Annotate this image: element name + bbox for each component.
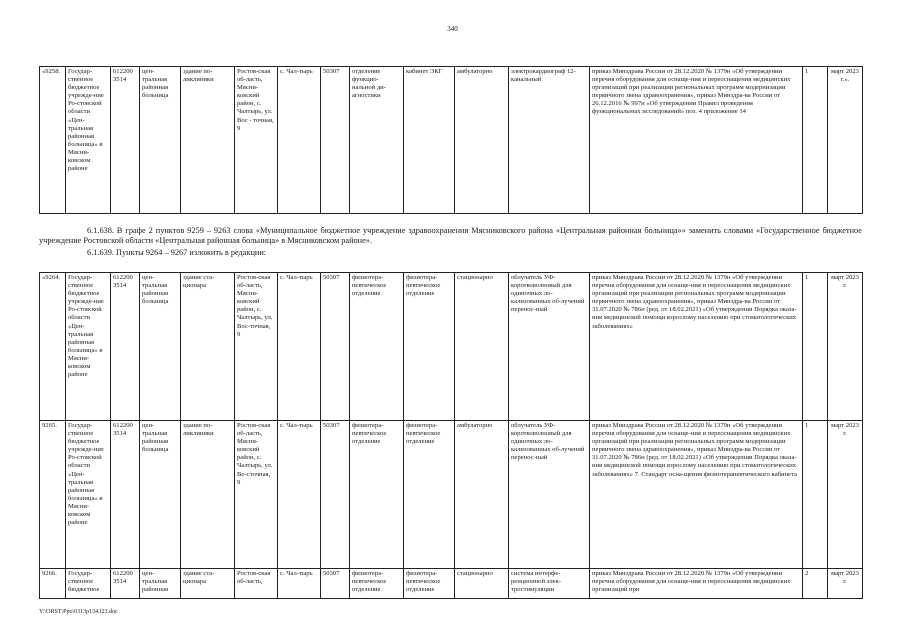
cell-row-number: 9265.: [40, 421, 66, 569]
cell-quantity: 1: [803, 421, 828, 569]
cell-row-number: «9264.: [40, 273, 66, 421]
cell-org-short-name: цен-тральная районная больница: [140, 273, 181, 421]
cell-org-code: 612200 3514: [111, 273, 140, 421]
cell-org-code: 612200 3514: [111, 569, 140, 599]
cell-settlement: с. Чал-тырь: [278, 67, 321, 214]
cell-care-type: амбулаторно: [455, 67, 509, 214]
cell-building: здание ста-ционара: [181, 273, 235, 421]
cell-deadline: март 2023 г.».: [828, 67, 863, 214]
cell-room: физиотера-певтическое отделение: [404, 421, 455, 569]
cell-equipment: система интерфе-ренционной элек-тростимуляции: [509, 569, 590, 599]
cell-department: физиотера-певтическое отделение: [350, 273, 404, 421]
cell-deadline: март 2023 г.: [828, 273, 863, 421]
cell-oktmo-code: 50307: [321, 67, 350, 214]
table-row: [40, 273, 863, 421]
cell-equipment: электрокардиограф 12-канальный: [509, 67, 590, 214]
cell-deadline: март 2023 г.: [828, 421, 863, 569]
cell-building: здание ста-ционара: [181, 569, 235, 599]
cell-oktmo-code: 50307: [321, 569, 350, 599]
cell-quantity: 1: [803, 273, 828, 421]
cell-organization-name: Государ-ственное бюджетное: [66, 569, 111, 599]
cell-legal-basis: приказ Минздрава России от 28.12.2020 № 1379н «Об утверждении перечня оборудования для оснаще-ния и переоснащения медицинских организаций при реализации региональных программ модернизации первичного звена здравоохранения», приказ Минздра-ва России от 26.12.2016 № 997н «Об утверждении Правил проведения функциональных исследований» поз. 4 приложение 14: [590, 67, 803, 214]
cell-legal-basis: приказ Минздрава России от 28.12.2020 № 1379н «Об утверждении перечня оборудования для оснаще-ния и переоснащения медицинских организаций при: [590, 569, 803, 599]
cell-organization-name: Государ-ственное бюджетное учрежде-ние Ро-стовской области «Цен-тральная районная больница» в Мясни-ковском районе: [66, 273, 111, 421]
cell-legal-basis: приказ Минздрава России от 28.12.2020 № 1379н «Об утверждении перечня оборудования для оснаще-ния и переоснащения медицинских организаций при реализации региональных программ модернизации первичного звена здравоохранения», приказ Минздра-ва России от 31.07.2020 № 786н (ред. от 18.02.2021) «Об утверждении Порядка оказа-ния медицинской помощи взрослому населению при стоматологических заболеваниях» 7. Стандарт осна-щения физиотерапевтического кабинета: [590, 421, 803, 569]
cell-quantity: 2: [803, 569, 828, 599]
cell-address: Ростов-ская об-ласть, Мясни-ковский район, с. Чалтырь, ул. Вос-точная, 9: [235, 273, 278, 421]
table-row: [40, 569, 863, 599]
cell-deadline: март 2023 г.: [828, 569, 863, 599]
cell-room: физиотера-певтическое отделение: [404, 569, 455, 599]
table-row: [40, 67, 863, 214]
page-number: 340: [447, 25, 458, 33]
cell-organization-name: Государ-ственное бюджетное учрежде-ние Ро-стовской области «Цен-тральная районная больница» в Мясни-ковском районе: [66, 421, 111, 569]
cell-org-short-name: цен-тральная районная больница: [140, 67, 181, 214]
file-path-footer: Y:\ORST\Ppo\0313p134.f23.doc: [39, 609, 118, 615]
cell-org-code: 612200 3514: [111, 67, 140, 214]
cell-care-type: стационарно: [455, 273, 509, 421]
cell-room: физиотера-певтическое отделение: [404, 273, 455, 421]
cell-organization-name: Государ-ственное бюджетное учрежде-ние Ро-стовской области «Цен-тральная районная больница» в Мясни-ковском районе: [66, 67, 111, 214]
cell-building: здание по-ликлиники: [181, 67, 235, 214]
cell-oktmo-code: 50307: [321, 421, 350, 569]
cell-legal-basis: приказ Минздрава России от 28.12.2020 № 1379н «Об утверждении перечня оборудования для оснаще-ния и переоснащения медицинских организаций при реализации региональных программ модернизации первичного звена здравоохранения», приказ Минздра-ва России от 31.07.2020 № 786н (ред. от 18.02.2021) «Об утверждении Порядка оказа-ния медицинской помощи взрослому населению при стоматологических заболеваниях»: [590, 273, 803, 421]
register-table-top: [39, 66, 863, 214]
cell-settlement: с. Чал-тырь: [278, 569, 321, 599]
cell-settlement: с. Чал-тырь: [278, 421, 321, 569]
cell-org-code: 612200 3514: [111, 421, 140, 569]
cell-oktmo-code: 50307: [321, 273, 350, 421]
cell-care-type: амбулаторно: [455, 421, 509, 569]
cell-room: кабинет ЭКГ: [404, 67, 455, 214]
cell-address: Ростов-ская об-ласть, Мясни-ковский район, с. Чалтырь, ул. Вос - точная, 9: [235, 67, 278, 214]
cell-building: здание по-ликлиники: [181, 421, 235, 569]
register-table-bottom: [39, 272, 863, 599]
paragraph-6-1-639: 6.1.639. Пункты 9264 – 9267 изложить в редакции:: [87, 248, 267, 257]
cell-care-type: стационарно: [455, 569, 509, 599]
cell-address: Ростов-ская об-ласть,: [235, 569, 278, 599]
cell-department: физиотера-певтическое отделение: [350, 421, 404, 569]
table-row: [40, 421, 863, 569]
cell-equipment: облучатель УФ-коротковолновый для одиночных ло-кализованных об-лучений перенос-ный: [509, 273, 590, 421]
cell-quantity: 1: [803, 67, 828, 214]
cell-address: Ростов-ская об-ласть, Мясни-ковский район, с. Чалтырь, ул. Во-сточная, 9: [235, 421, 278, 569]
cell-department: отделение функцио-нальной ди-агностики: [350, 67, 404, 214]
cell-org-short-name: цен-тральная районная больница: [140, 421, 181, 569]
cell-department: физиотера-певтическое отделение: [350, 569, 404, 599]
cell-settlement: с. Чал-тырь: [278, 273, 321, 421]
cell-row-number: «9258.: [40, 67, 66, 214]
paragraph-6-1-638: 6.1.638. В графе 2 пунктов 9259 – 9263 слова «Муниципальное бюджетное учреждение здравоохранения Мясниковского района «Центральная районная больница»» заменить словами «Государственное бюджетное учреждение Ростовской области «Центральная районная больница» в Мясниковском районе».: [39, 226, 862, 246]
cell-equipment: облучатель УФ-коротковолновый для одиночных ло-кализованных об-лучений перенос-ный: [509, 421, 590, 569]
cell-org-short-name: цен-тральная районная: [140, 569, 181, 599]
cell-row-number: 9266.: [40, 569, 66, 599]
